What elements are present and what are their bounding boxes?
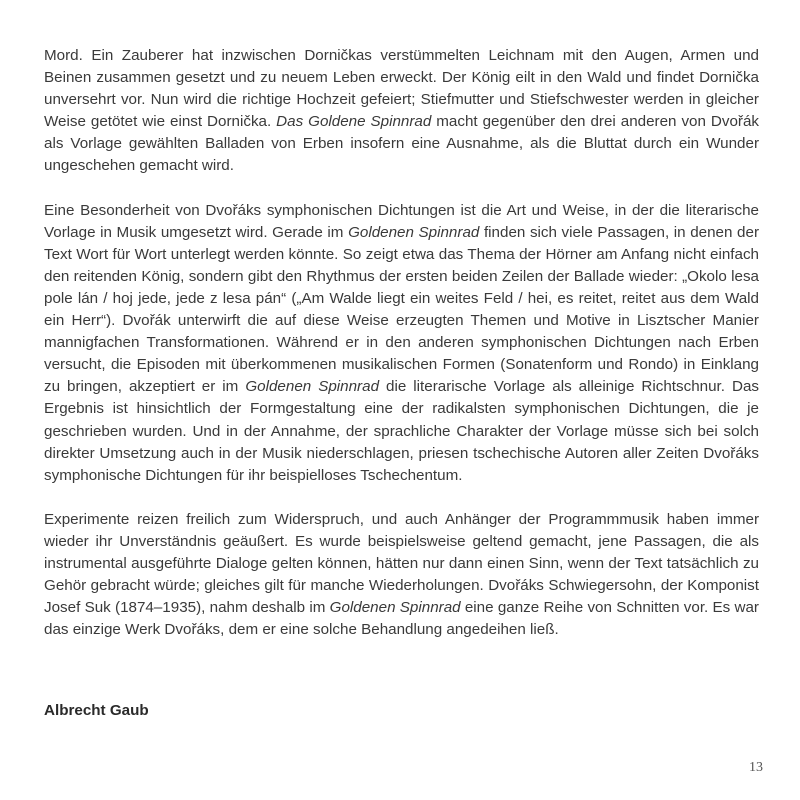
paragraph-3-italic-title: Goldenen Spinnrad <box>329 599 461 617</box>
author-signature: Albrecht Gaub <box>44 702 149 719</box>
paragraph-2 <box>44 200 759 487</box>
paragraph-1-text-2: macht gegenüber den drei anderen von Dvořák als Vorlage gewählten Balladen von Erben insofern eine Ausnahme, als die Bluttat durch ein Wunder ungeschehen gemacht wird. <box>44 113 759 175</box>
paragraph-2-text-1: Eine Besonderheit von Dvořáks symphonischen Dichtungen ist die Art und Weise, in der die literarische Vorlage in Musik umgesetzt wird. Gerade im <box>44 201 759 241</box>
body-text <box>44 45 759 641</box>
paragraph-3 <box>44 509 759 642</box>
paragraph-1-italic-title: Das Goldene Spinnrad <box>276 113 432 131</box>
page-number: 13 <box>749 760 763 775</box>
paragraph-3-text-1: Experimente reizen freilich zum Widerspruch, und auch Anhänger der Programmmusik haben immer wieder ihr Unverständnis geäußert. Es wurde beispielsweise geltend gemacht, jene Passagen, die als instrumental ausgeführte Dialoge gelten können, hätten nur dann einen Sinn, wenn der Text tatsächlich zu Gehör gebracht würde; gleiches gilt für manche Wiederholungen. Dvořáks Schwiegersohn, der Komponist Josef Suk (1874–1935), nahm deshalb im <box>44 510 759 617</box>
paragraph-1 <box>44 45 759 178</box>
paragraph-3-text-2: eine ganze Reihe von Schnitten vor. Es war das einzige Werk Dvořáks, dem er eine solche Behandlung angedeihen ließ. <box>44 599 759 639</box>
paragraph-1-text-1: Mord. Ein Zauberer hat inzwischen Dorničkas verstümmelten Leichnam mit den Augen, Armen und Beinen zusammen gesetzt und zu neuem Leben erweckt. Der König eilt in den Wald und findet Dornička unversehrt vor. Nun wird die richtige Hochzeit gefeiert; Stiefmutter und Stiefschwester werden in gleicher Weise getötet wie einst Dornička. <box>44 47 759 131</box>
paragraph-2-text-3: die literarische Vorlage als alleinige Richtschnur. Das Ergebnis ist hinsichtlich der Formgestaltung eine der radikalsten symphonischen Dichtungen, die je geschrieben wurden. Und in der Annahme, der sprachliche Charakter der Vorlage müsse sich bei solch direkter Umsetzung auch in der Musik niederschlagen, priesen tschechische Autoren aller Zeiten Dvořáks symphonische Dichtungen für ihr beispielloses Tschechentum. <box>44 378 759 484</box>
paragraph-2-italic-title-1: Goldenen Spinnrad <box>348 223 480 241</box>
paragraph-2-text-2: finden sich viele Passagen, in denen der Text Wort für Wort unterlegt werden könnte. So zeigt etwa das Thema der Hörner am Anfang nicht einfach den reitenden König, sondern gibt den Rhythmus der ersten beiden Zeilen der Ballade wieder: „Okolo lesa pole lán / hoj jede, jede z lesa pán“ („Am Walde liegt ein weites Feld / hei, es reitet, reitet aus dem Wald ein Herr“). Dvořák unterwirft die auf diese Weise erzeugten Themen und Motive in Lisztscher Manier mannigfachen Transformationen. Während er in den anderen symphonischen Dichtungen nach Erben versucht, die Episoden mit überkommenen musikalischen Formen (Sonatenform und Rondo) in Einklang zu bringen, akzeptiert er im <box>44 223 759 396</box>
paragraph-2-italic-title-2: Goldenen Spinnrad <box>245 378 380 396</box>
